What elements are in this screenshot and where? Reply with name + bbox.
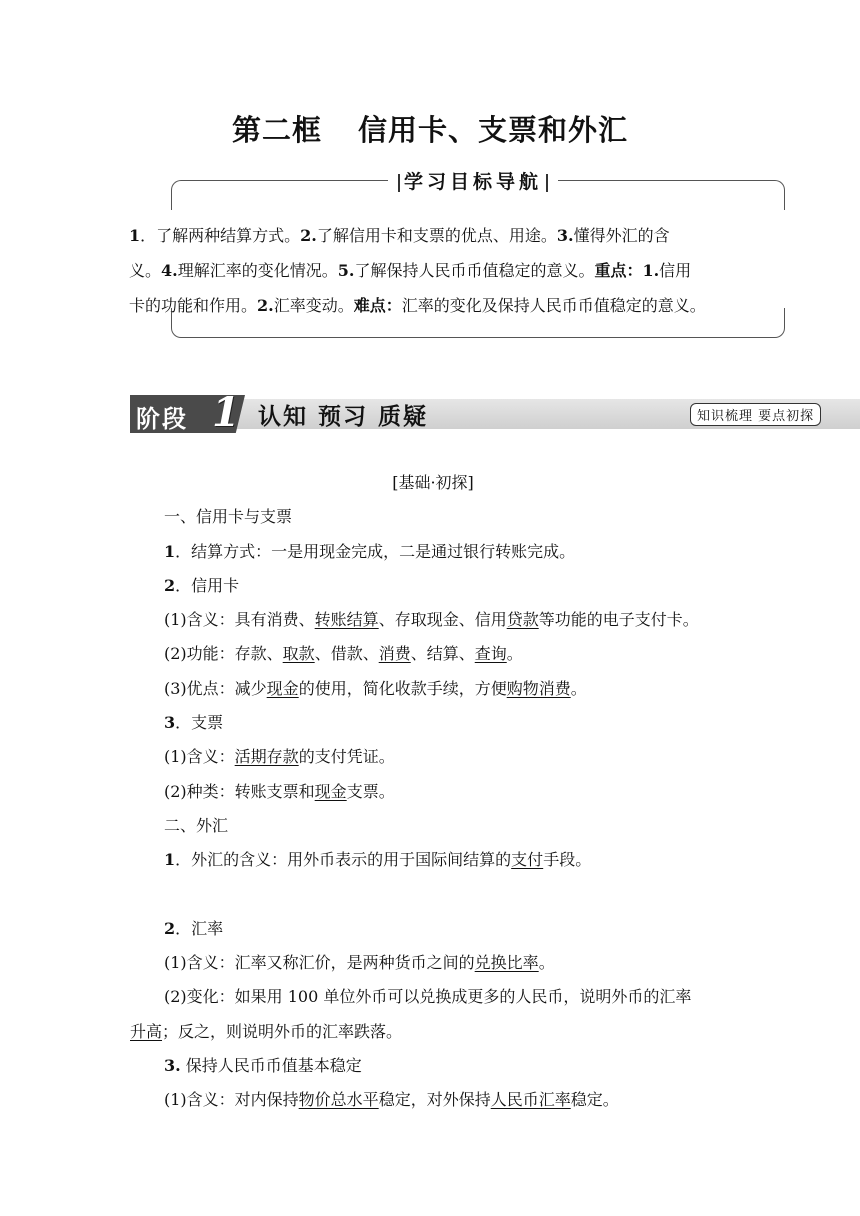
text-segment: 的使用，简化收款手续，方便 [298, 678, 507, 698]
text-segment: 一是用现金完成，二是通过银行转账完成。 [271, 541, 576, 561]
text-segment: (2)变化：如果用 100 单位外币可以兑换成更多的人民币，说明外币的汇率 [164, 987, 692, 1007]
text-segment: 。 [506, 644, 523, 664]
content-line [130, 843, 736, 877]
text-segment: 。 [538, 953, 555, 973]
content-line [130, 1049, 736, 1083]
text-segment: 等功能的电子支付卡。 [538, 610, 699, 630]
answer-blank-text: 人民币汇率 [490, 1090, 571, 1110]
content-line [130, 637, 736, 671]
stage-tag: 知识梳理 要点初探 [690, 403, 821, 426]
text-segment: 义。 [129, 261, 162, 280]
stage-number: 1 [212, 389, 240, 436]
answer-blank-text: 取款 [282, 644, 315, 664]
answer-blank-text: 支付 [511, 850, 544, 870]
text-segment: ．汇率 [175, 918, 224, 938]
text-segment: 信用 [659, 261, 692, 280]
page-title [0, 108, 860, 149]
text-segment: ．信用卡 [175, 575, 240, 595]
goal-line [129, 253, 735, 288]
text-segment: 3. [556, 226, 574, 245]
content-line [130, 775, 736, 809]
goal-line [129, 218, 735, 253]
text-segment: 用外币表示的用于国际间结算的 [287, 850, 512, 870]
content-line [130, 706, 736, 740]
content-line [130, 912, 736, 946]
content-line [130, 569, 736, 603]
goal-label-text: 学习目标导航 [404, 171, 543, 193]
text-segment: (1)含义： [164, 747, 235, 767]
text-segment: 保持人民币币值基本稳定 [180, 1056, 362, 1076]
text-segment: 手段。 [543, 850, 592, 870]
answer-blank-text: 转账结算 [314, 610, 379, 630]
text-segment: 、结算、 [410, 644, 475, 664]
content-line [130, 1015, 736, 1049]
text-segment: 2. [300, 226, 317, 245]
answer-blank-text: 现金 [266, 678, 299, 698]
content-line [130, 672, 736, 706]
text-segment: 1. [642, 261, 660, 280]
learning-goals-text [129, 218, 735, 323]
content-line [130, 946, 736, 980]
content-line [130, 500, 736, 534]
content-line [130, 466, 736, 500]
answer-blank-text: 物价总水平 [298, 1090, 379, 1110]
text-segment: 4. [161, 261, 178, 280]
text-segment: (2)种类：转账支票和 [164, 781, 315, 801]
answer-blank-text: 兑换比率 [474, 953, 539, 973]
text-segment: 稳定。 [570, 1090, 619, 1110]
goal-box-label [388, 167, 558, 194]
text-segment: 稳定，对外保持 [378, 1090, 491, 1110]
content-line [130, 535, 736, 569]
text-segment: ．了解两种结算方式。 [140, 226, 301, 245]
content-line [130, 740, 736, 774]
text-segment: 2. [257, 296, 274, 315]
text-segment: 2 [164, 918, 176, 938]
text-segment: ．结算方式： [175, 541, 272, 561]
text-segment: 5. [337, 261, 355, 280]
text-segment: 2 [164, 575, 176, 595]
content-line [130, 603, 736, 637]
title-part2: 信用卡、支票和外汇 [358, 113, 629, 147]
text-segment: 了解保持人民币币值稳定的意义。 [354, 261, 595, 280]
text-segment: (2)功能：存款、 [164, 644, 283, 664]
text-segment: 支票。 [346, 781, 395, 801]
text-segment: 3 [164, 713, 176, 733]
text-segment: [基础·初探] [392, 473, 474, 492]
text-segment: 卡的功能和作用。 [129, 296, 258, 315]
text-segment: (1)含义：对内保持 [164, 1090, 299, 1110]
text-segment: 了解信用卡和支票的优点、用途。 [316, 226, 557, 245]
stage-heading: 认知 预习 质疑 [258, 403, 429, 430]
text-segment: 、借款、 [314, 644, 379, 664]
text-segment: 二、外汇 [164, 815, 229, 835]
text-segment: 重点： [594, 261, 643, 280]
content-line [130, 980, 736, 1014]
stage-banner [130, 389, 860, 436]
main-content [130, 466, 736, 1118]
text-segment: (3)优点：减少 [164, 678, 267, 698]
text-segment: 的支付凭证。 [298, 747, 395, 767]
answer-blank-text: 升高 [130, 1021, 163, 1041]
stage-label: 阶段 [136, 404, 188, 433]
answer-blank-text: 查询 [474, 644, 507, 664]
text-segment: 一、信用卡与支票 [164, 507, 293, 527]
text-segment: (1)含义：具有消费、 [164, 610, 315, 630]
content-line [130, 878, 736, 912]
text-segment: 汇率的变化及保持人民币币值稳定的意义。 [401, 296, 706, 315]
answer-blank-text: 消费 [378, 644, 411, 664]
text-segment: 、存取现金、信用 [378, 610, 507, 630]
text-segment: 1 [164, 850, 176, 870]
goal-line [129, 288, 735, 323]
content-line [130, 1083, 736, 1117]
text-segment: 懂得外汇的含 [573, 226, 670, 245]
text-segment: ．支票 [175, 713, 224, 733]
title-part1: 第二框 [231, 113, 322, 147]
text-segment: 汇率变动。 [273, 296, 354, 315]
text-segment: 理解汇率的变化情况。 [177, 261, 338, 280]
text-segment: 3. [164, 1056, 181, 1076]
text-segment: 1 [164, 541, 176, 561]
answer-blank-text: 活期存款 [234, 747, 299, 767]
text-segment: 难点： [353, 296, 402, 315]
text-segment: 。 [570, 678, 587, 698]
answer-blank-text: 贷款 [506, 610, 539, 630]
answer-blank-text: 现金 [314, 781, 347, 801]
text-segment: ；反之，则说明外币的汇率跌落。 [162, 1021, 403, 1041]
text-segment: (1)含义：汇率又称汇价，是两种货币之间的 [164, 953, 475, 973]
content-line [130, 809, 736, 843]
text-segment: 1 [129, 226, 141, 245]
text-segment: ．外汇的含义： [175, 850, 288, 870]
answer-blank-text: 购物消费 [506, 678, 571, 698]
